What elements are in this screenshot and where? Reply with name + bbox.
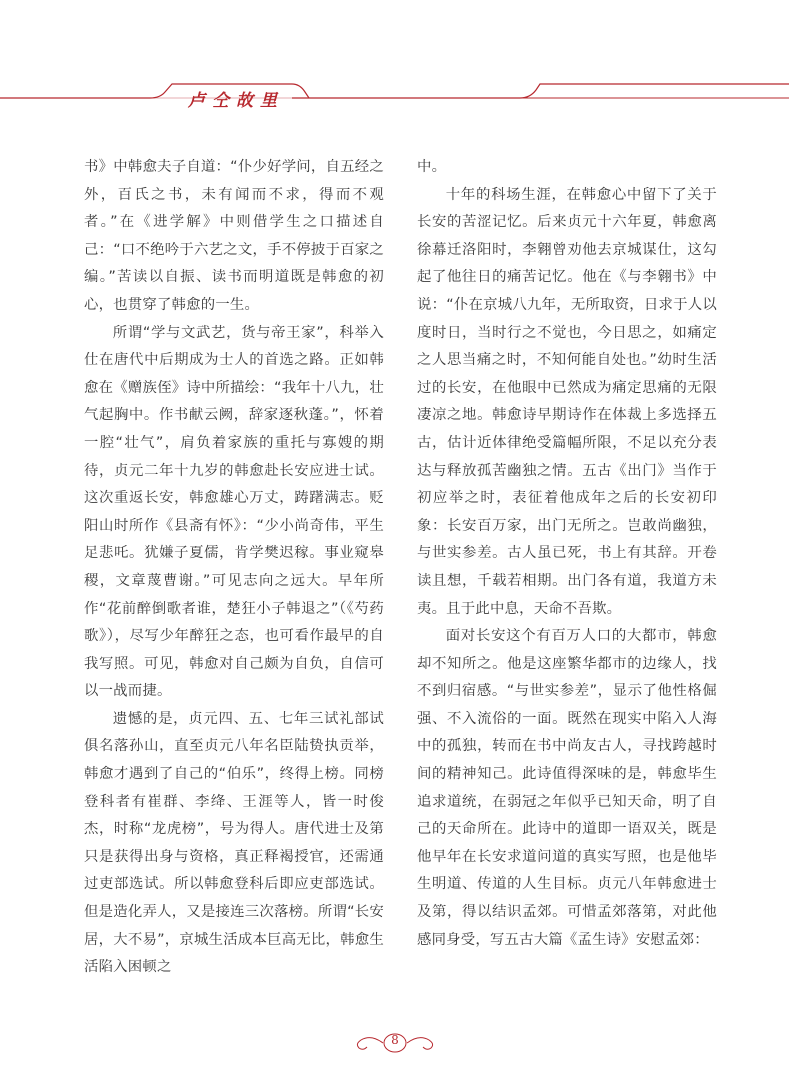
paragraph: 十年的科场生涯，在韩愈心中留下了关于长安的苦涩记忆。后来贞元十六年夏，韩愈离徐幕迁洛阳时，李翱曾劝他去京城谋仕，这勾起了他往日的痛苦记忆。他在《与李翱书》中说：“仆在京城八九年，无所取资，日求于人以度时日，当时行之不觉也，今日思之，如痛定之人思当痛之时，不知何能自处也。”幼时生活过的长安，在他眼中已然成为痛定思痛的无限凄凉之地。韩愈诗早期诗作在体裁上多选择五古，估计近体律绝受篇幅所限，不足以充分表达与释放孤苦幽独之情。五古《出门》当作于初应举之时，表征着他成年之后的长安初印象：长安百万家，出门无所之。岂敢尚幽独，与世实参差。古人虽已死，书上有其辞。开卷读且想，千载若相期。出门各有道，我道方未夷。且于此中息，天命不吾欺。 [417,186,717,617]
paragraph: 书》中韩愈夫子自道：“仆少好学问，自五经之外，百氏之书，未有闻而不求，得而不观者。”在《进学解》中则借学生之口描述自己：“口不绝吟于六艺之文，手不停披于百家之编。”苦读以自振、读书而明道既是韩愈的初心，也贯穿了韩愈的一生。 [84,159,384,313]
paragraph: 遗憾的是，贞元四、五、七年三试礼部试俱名落孙山，直至贞元八年名臣陆贽执贡举，韩愈才遇到了自己的“伯乐”，终得上榜。同榜登科者有崔群、李绛、王涯等人，皆一时俊杰，时称“龙虎榜”，号为得人。唐代进士及第只是获得出身与资格，真正释褐授官，还需通过吏部选试。所以韩愈登科后即应吏部选试。但是造化弄人，又是接连三次落榜。所谓“长安居，大不易”，京城生活成本巨高无比，韩愈生活陷入困顿之 [84,710,384,976]
header-rule [0,60,789,120]
paragraph: 中。 [417,159,447,175]
paragraph: 所谓“学与文武艺，货与帝王家”，科举入仕在唐代中后期成为士人的首选之路。正如韩愈在《赠族侄》诗中所描绘：“我年十八九，壮气起胸中。作书献云阙，辞家逐秋蓬。”，怀着一腔“壮气”，肩负着家族的重托与寡嫂的期待，贞元二年十九岁的韩愈赴长安应进士试。这次重返长安，韩愈雄心万丈，踌躇满志。贬阳山时所作《县斋有怀》：“少小尚奇伟，平生足悲吒。犹嫌子夏儒，肯学樊迟稼。事业窥皋稷，文章蔑曹谢。”可见志向之远大。早年所作“花前醉倒歌者谁，楚狂小子韩退之”（《芍药歌》），尽写少年醉狂之态，也可看作最早的自我写照。可见，韩愈对自己颇为自负，自信可以一战而捷。 [84,324,384,700]
page-number: 8 [391,1033,399,1047]
left-text-column [84,154,384,982]
right-text-column [417,154,717,954]
page-header-title: 卢仝故里 [188,91,284,111]
paragraph: 面对长安这个有百万人口的大都市，韩愈却不知所之。他是这座繁华都市的边缘人，找不到归宿感。“与世实参差”，显示了他性格倔强、不入流俗的一面。既然在现实中陷入人海中的孤独，转而在书中尚友古人，寻找跨越时间的精神知己。此诗值得深味的是，韩愈毕生追求道统，在弱冠之年似乎已知天命，明了自己的天命所在。此诗中的道即一语双关，既是他早年在长安求道问道的真实写照，也是他毕生明道、传道的人生目标。贞元八年韩愈进士及第，得以结识孟郊。可惜孟郊落第，对此他感同身受，写五古大篇《孟生诗》安慰孟郊： [417,628,717,948]
